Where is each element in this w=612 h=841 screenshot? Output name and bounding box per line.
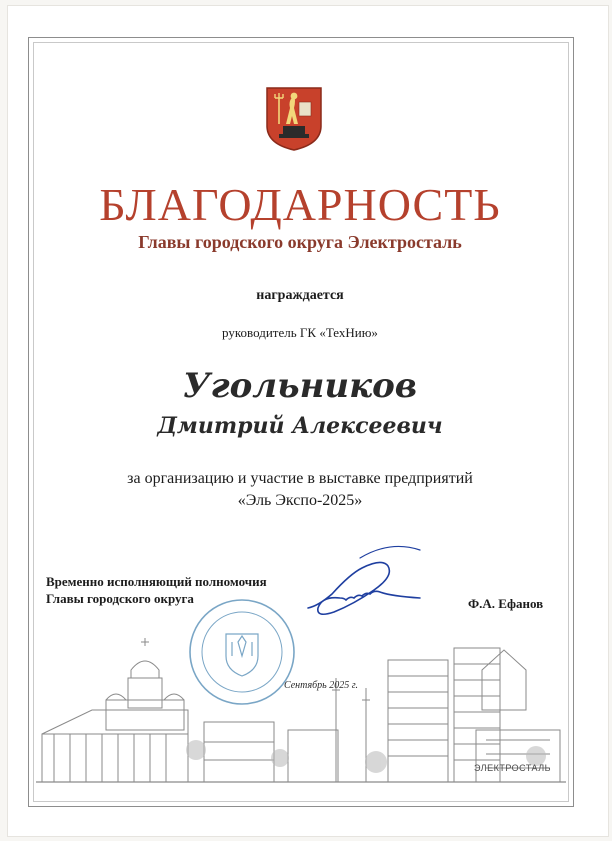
official-seal — [186, 596, 298, 708]
skyline-caption: ЭЛЕКТРОСТАЛЬ — [474, 763, 552, 773]
signatory-name: Ф.А. Ефанов — [468, 596, 544, 611]
signatory-position-line-2: Главы городского округа — [46, 591, 194, 606]
recipient-given-names: Дмитрий Алексеевич — [157, 413, 443, 439]
city-skyline-illustration — [36, 630, 566, 800]
coat-of-arms-icon — [265, 86, 323, 152]
certificate-title: БЛАГОДАРНОСТЬ — [99, 179, 501, 230]
recipient-role: руководитель ГК «ТехНию» — [222, 325, 378, 340]
recipient-surname: Угольников — [182, 366, 418, 406]
certificate-subtitle: Главы городского округа Электросталь — [138, 232, 462, 252]
award-reason-line-2: «Эль Экспо-2025» — [237, 492, 363, 509]
award-reason-line-1: за организацию и участие в выставке предприятий — [127, 470, 473, 487]
signatory-position-line-1: Временно исполняющий полномочия — [46, 574, 267, 589]
issue-date: Сентябрь 2025 г. — [284, 680, 358, 691]
awarded-label: награждается — [256, 288, 344, 303]
handwritten-signature — [300, 538, 450, 628]
